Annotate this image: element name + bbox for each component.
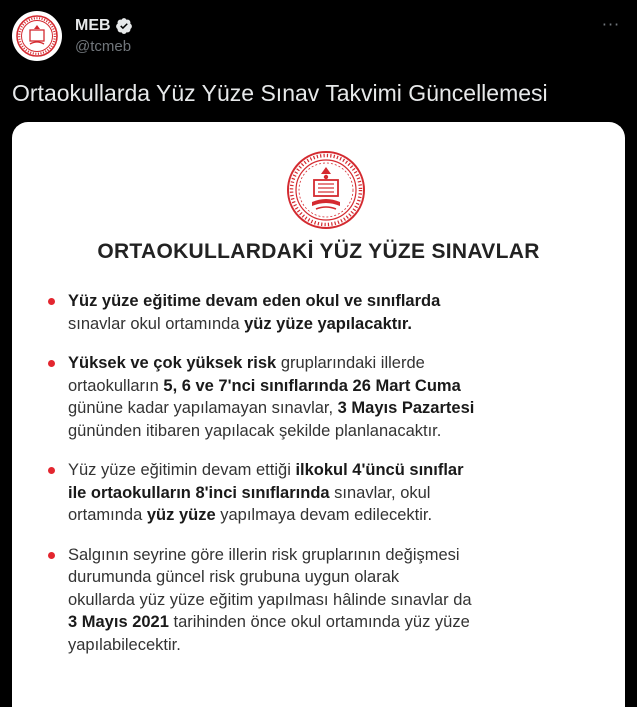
bullet-text: sınavlar okul ortamında	[68, 314, 245, 333]
bullet-text: gruplarındaki illerde	[276, 354, 425, 372]
user-info	[75, 17, 133, 55]
meb-seal-icon	[15, 14, 59, 58]
verified-badge-icon	[115, 17, 133, 35]
bullet-text: ortaokulların	[68, 376, 164, 395]
tweet-text: Ortaokullarda Yüz Yüze Sınav Takvimi Güncellemesi	[12, 80, 548, 106]
bullet-line	[68, 375, 602, 398]
bullet-dot-icon	[48, 467, 55, 474]
tweet-image[interactable]	[12, 122, 625, 707]
bullet-line	[68, 634, 602, 657]
bullet-text: durumunda güncel risk grubuna uygun olarak	[68, 568, 400, 586]
bullet-text: sınavlar, okul	[329, 483, 431, 502]
bullet-line	[68, 589, 602, 612]
bullet-dot-icon	[48, 360, 55, 367]
bullet-text: gününe kadar yapılamayan sınavlar,	[68, 399, 338, 417]
bullet-item	[42, 290, 602, 335]
more-options-button[interactable]	[599, 14, 623, 34]
user-handle[interactable]: @tcmeb	[75, 38, 132, 55]
bullet-text: Salgının seyrine göre illerin risk gruplarının değişmesi	[68, 545, 460, 564]
name-row	[75, 17, 133, 35]
bullet-text: tarihinden önce okul ortamında yüz yüze	[168, 613, 470, 631]
tweet-header	[12, 10, 133, 62]
bullet-line	[68, 504, 602, 527]
bullet-text-bold: Yüz yüze eğitime devam eden okul ve sınıflarda	[68, 292, 441, 310]
bullet-text-bold: 3 Mayıs 2021	[68, 613, 169, 631]
card-title: ORTAOKULLARDAKİ YÜZ YÜZE SINAVLAR	[97, 240, 540, 263]
bullet-dot-icon	[48, 552, 55, 559]
bullet-dot-icon	[48, 298, 55, 305]
bullet-line	[68, 459, 602, 482]
bullet-text-bold: Yüksek ve çok yüksek risk	[68, 354, 277, 372]
bullet-text-bold: ile ortaokulların 8'inci sınıflarında	[68, 483, 330, 502]
bullet-text-bold: yüz yüze yapılacaktır.	[244, 314, 412, 333]
bullet-text: gününden itibaren yapılacak şekilde planlanacaktır.	[68, 421, 442, 440]
bullet-line	[68, 352, 602, 375]
meb-logo-icon	[286, 150, 366, 230]
bullet-text-bold: 5, 6 ve 7'nci sınıflarında 26 Mart Cuma	[163, 376, 461, 395]
bullet-item	[42, 352, 602, 442]
bullet-list	[42, 290, 602, 673]
bullet-text: yapılmaya devam edilecektir.	[215, 506, 433, 524]
bullet-line	[68, 290, 602, 313]
bullet-text-bold: 3 Mayıs Pazartesi	[337, 399, 475, 417]
bullet-line	[68, 611, 602, 634]
bullet-text-bold: ilkokul 4'üncü sınıflar	[295, 461, 464, 479]
bullet-line	[68, 566, 602, 589]
avatar[interactable]	[12, 11, 62, 61]
bullet-text-bold: yüz yüze	[146, 506, 216, 524]
bullet-line	[68, 544, 602, 567]
bullet-text: okullarda yüz yüze eğitim yapılması hâlinde sınavlar da	[68, 590, 472, 609]
bullet-item	[42, 544, 602, 657]
bullet-line	[68, 482, 602, 505]
bullet-text: Yüz yüze eğitimin devam ettiği	[68, 461, 296, 479]
bullet-item	[42, 459, 602, 527]
bullet-line	[68, 313, 602, 336]
more-icon: ···	[601, 14, 621, 34]
display-name[interactable]: MEB	[75, 17, 111, 34]
bullet-text: ortamında	[68, 506, 147, 524]
bullet-line	[68, 397, 602, 420]
bullet-text: yapılabilecektir.	[68, 635, 181, 654]
bullet-line	[68, 420, 602, 443]
